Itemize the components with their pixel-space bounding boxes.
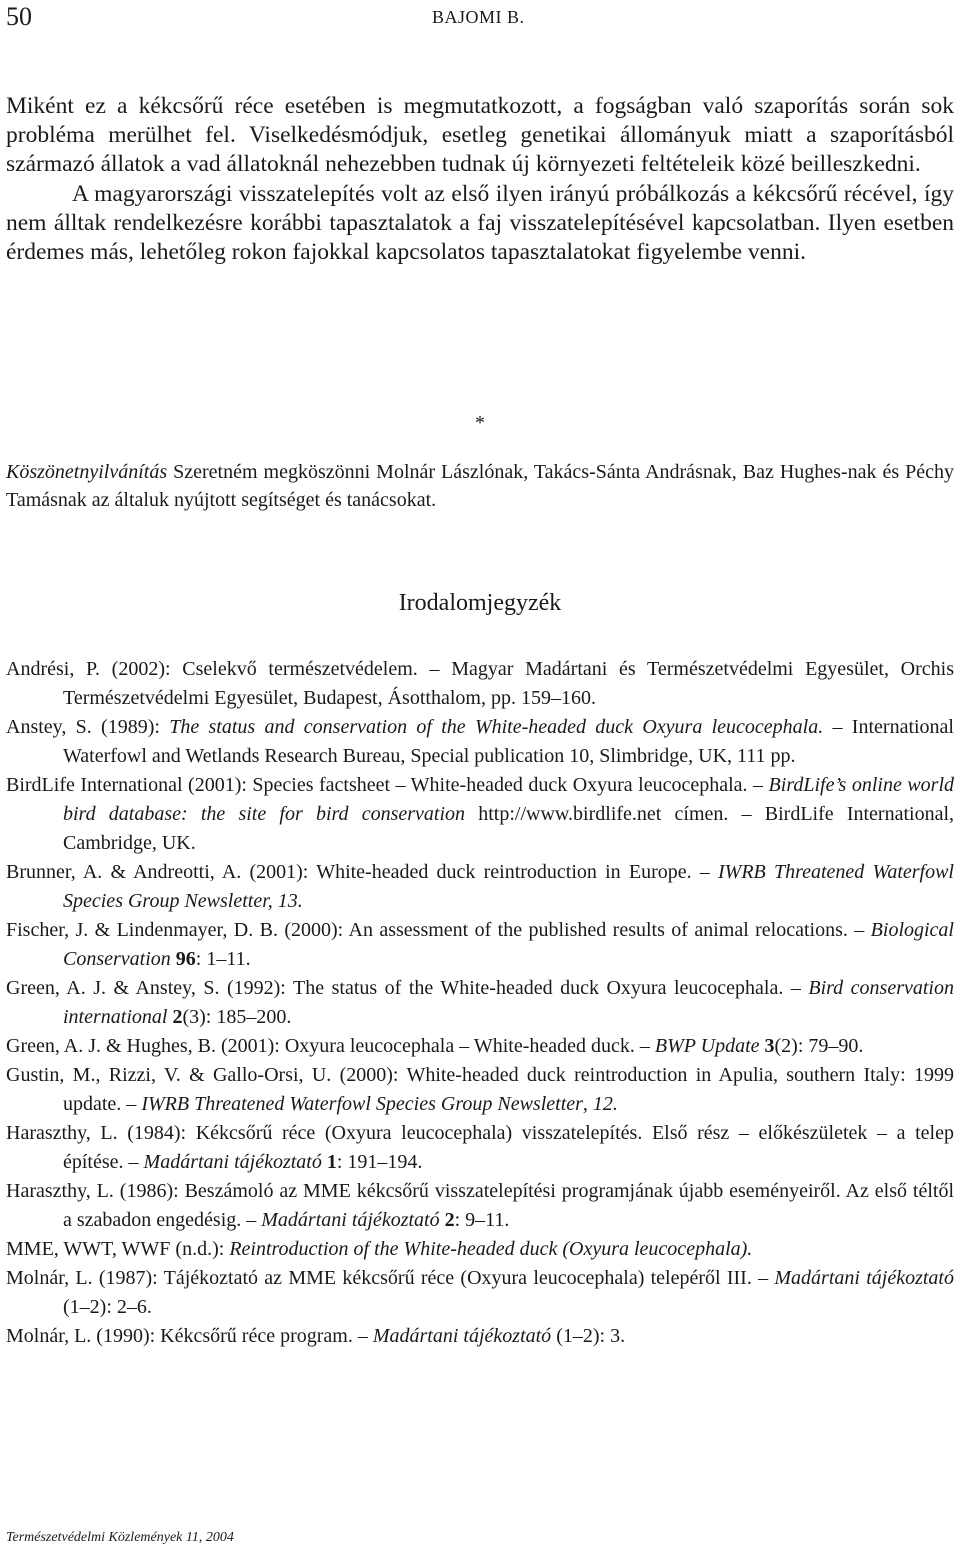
reference-text: Brunner, A. & Andreotti, A. (2001): White-headed duck reintroduction in Europe. – <box>6 861 718 883</box>
reference-text: : 9–11. <box>454 1209 510 1231</box>
reference-text: (1–2): 3. <box>551 1325 626 1347</box>
reference-text: 12. <box>592 1093 618 1115</box>
reference-text: Bird conservation international <box>63 977 954 1028</box>
reference-item <box>6 1032 954 1061</box>
reference-text: IWRB Threatened Waterfowl Species Group Newsletter, 13. <box>63 861 954 912</box>
reference-item <box>6 1235 954 1264</box>
reference-text: Green, A. J. & Hughes, B. (2001): Oxyura leucocephala – White-headed duck. – <box>6 1035 655 1057</box>
reference-text: Fischer, J. & Lindenmayer, D. B. (2000): An assessment of the published results of animal relocations. – <box>6 919 871 941</box>
reference-text: Biological Conservation <box>63 919 954 970</box>
reference-item <box>6 1322 954 1351</box>
reference-text: 1 <box>326 1151 337 1173</box>
reference-text: BWP Update <box>654 1035 760 1057</box>
reference-text: http://www.birdlife.net címen. – BirdLife International, Cambridge, UK. <box>63 803 954 854</box>
reference-text: IWRB Threatened Waterfowl Species Group Newsletter <box>141 1093 583 1115</box>
reference-text: Haraszthy, L. (1986): Beszámoló az MME kékcsőrű visszatelepítési programjának újabb eseményeiről. Az első téltől a szabadon engedésig. – <box>6 1180 954 1231</box>
acknowledgement-lead: Köszönetnyilvánítás <box>6 461 168 483</box>
reference-text: – International Waterfowl and Wetlands Research Bureau, Special publication 10, Slimbridge, UK, 111 pp. <box>63 716 954 767</box>
reference-text: Madártani tájékoztató <box>143 1151 322 1173</box>
running-head: BAJOMI B. <box>432 7 525 27</box>
reference-item <box>6 1061 954 1119</box>
acknowledgement <box>6 458 954 514</box>
acknowledgement-text: Szeretném megköszönni Molnár Lászlónak, Takács-Sánta Andrásnak, Baz Hughes-nak és Péchy Tamásnak az általuk nyújtott segítséget és tanácsokat. <box>6 461 954 511</box>
reference-item <box>6 974 954 1032</box>
reference-item <box>6 655 954 713</box>
references-title: Irodalomjegyzék <box>398 590 562 616</box>
body-paragraph: Miként ez a kékcsőrű réce esetében is megmutatkozott, a fogságban való szaporítás során sok probléma merülhet fel. Viselkedésmódjuk, esetleg genetikai állományuk miatt a szaporításból származó állatok a vad állatoknál nehezebben tudnak új környezeti feltételeik közé beilleszkedni. <box>6 93 954 178</box>
reference-text: Anstey, S. (1989): <box>6 716 170 738</box>
reference-text: , <box>582 1093 593 1115</box>
reference-item <box>6 1119 954 1177</box>
page-number: 50 <box>6 2 32 31</box>
reference-text: 96 <box>175 948 196 970</box>
reference-text: Molnár, L. (1987): Tájékoztató az MME kékcsőrű réce (Oxyura leucocephala) telepéről III. – <box>6 1267 775 1289</box>
reference-text: BirdLife’s online world bird database: the site for bird conservation <box>63 774 954 825</box>
reference-text: Reintroduction of the White-headed duck (Oxyura leucocephala). <box>229 1238 753 1260</box>
page-header <box>0 0 960 40</box>
reference-item <box>6 771 954 858</box>
section-separator: * <box>475 412 485 434</box>
reference-text: Madártani tájékoztató <box>261 1209 440 1231</box>
reference-item <box>6 916 954 974</box>
page-footer: Természetvédelmi Közlemények 11, 2004 <box>6 1530 234 1545</box>
reference-text: The status and conservation of the White-headed duck Oxyura leucocephala. <box>169 716 824 738</box>
reference-text: Green, A. J. & Anstey, S. (1992): The status of the White-headed duck Oxyura leucocephala. – <box>6 977 809 999</box>
reference-text: Molnár, L. (1990): Kékcsőrű réce program. – <box>6 1325 373 1347</box>
body-text <box>6 92 954 267</box>
reference-text: (3): 185–200. <box>182 1006 292 1028</box>
reference-text: : 1–11. <box>195 948 251 970</box>
reference-text: 2 <box>172 1006 183 1028</box>
reference-text: 2 <box>444 1209 455 1231</box>
reference-text: 3 <box>764 1035 775 1057</box>
reference-text: Madártani tájékoztató <box>372 1325 552 1347</box>
reference-text: : 191–194. <box>336 1151 423 1173</box>
body-paragraph: A magyarországi visszatelepítés volt az első ilyen irányú próbálkozás a kékcsőrű récével, így nem álltak rendelkezésre korábbi tapasztalatok a faj visszatelepítésével kapcsolatban. Ilyen esetben érdemes más, lehetőleg rokon fajokkal kapcsolatos tapasztalatokat figyelembe venni. <box>6 180 954 266</box>
reference-text: Gustin, M., Rizzi, V. & Gallo-Orsi, U. (2000): White-headed duck reintroduction in Apulia, southern Italy: 1999 update. – <box>6 1064 954 1115</box>
reference-text: Andrési, P. (2002): Cselekvő természetvédelem. – Magyar Madártani és Természetvédelmi Egyesület, Orchis Természetvédelmi Egyesület, Budapest, Ásotthalom, pp. 159–160. <box>6 658 954 709</box>
reference-text: Haraszthy, L. (1984): Kékcsőrű réce (Oxyura leucocephala) visszatelepítés. Első rész – előkészületek – a telep építése. – <box>6 1122 954 1173</box>
reference-item <box>6 1177 954 1235</box>
reference-text: (2): 79–90. <box>774 1035 864 1057</box>
reference-text: BirdLife International (2001): Species factsheet – White-headed duck Oxyura leucocephala. – <box>6 774 769 796</box>
reference-item <box>6 1264 954 1322</box>
reference-item <box>6 713 954 771</box>
reference-item <box>6 858 954 916</box>
reference-text: Madártani tájékoztató <box>774 1267 954 1289</box>
reference-text: MME, WWT, WWF (n.d.): <box>6 1238 230 1260</box>
reference-list <box>6 655 954 1351</box>
reference-text: (1–2): 2–6. <box>63 1296 152 1318</box>
